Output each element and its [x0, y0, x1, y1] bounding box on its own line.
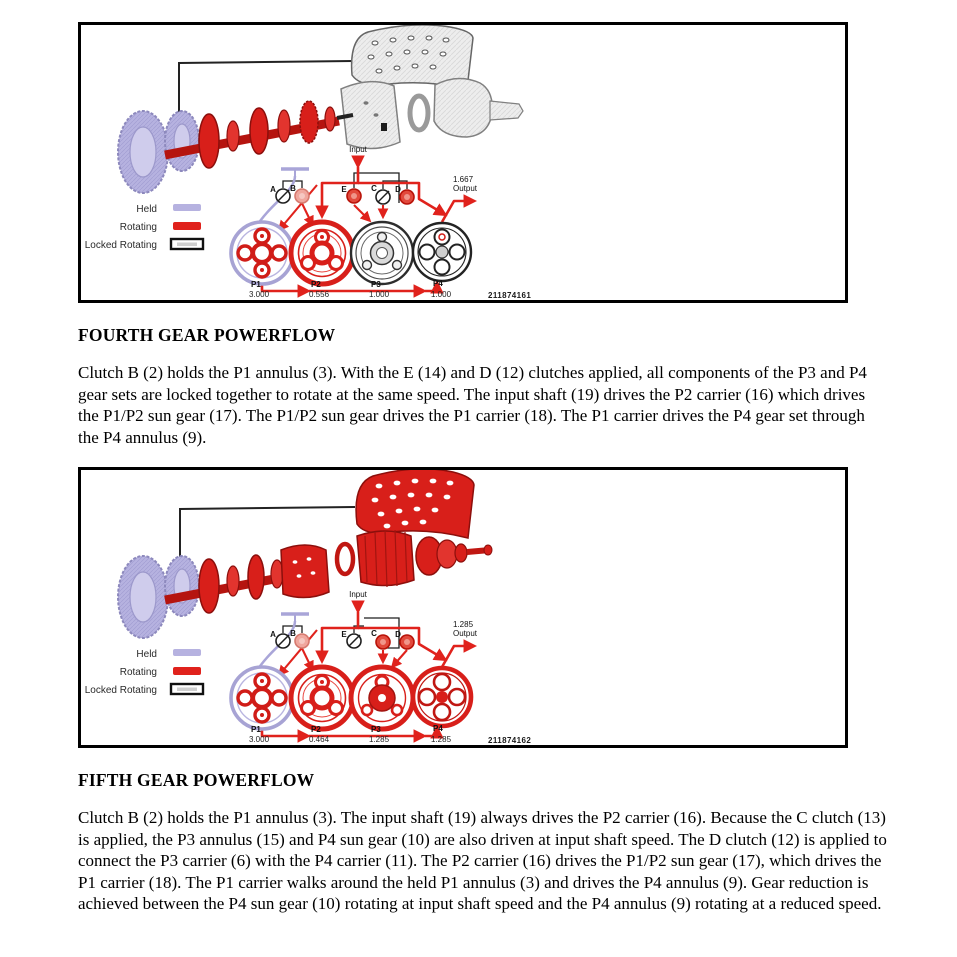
p1-ratio: 3.000 [249, 735, 270, 744]
p2-ratio: 0.556 [309, 290, 330, 299]
legend-rotating-swatch [173, 667, 201, 675]
p1-label: P1 [251, 725, 261, 734]
clutch-d [395, 630, 414, 649]
p2-gearset [291, 667, 353, 729]
p3-ratio: 1.285 [369, 735, 390, 744]
legend-locked-swatch [171, 239, 203, 249]
clutch-c [371, 629, 390, 649]
legend-held-swatch [173, 649, 201, 656]
svg-text:C: C [371, 629, 377, 638]
fourth-gear-paragraph: Clutch B (2) holds the P1 annulus (3). With the E (14) and D (12) clutches applied, all components of the P3 and P4 gear sets are locked together to rotate at the same speed. The input shaft (19) drives the P2 carrier (16) which drives the P1/P2 sun gear (17). The P1/P2 sun gear drives the P1 carrier (18). The P1 carrier drives the P4 gear set through the P4 annulus (9). [78, 363, 867, 447]
legend-locked-label: Locked Rotating [84, 240, 157, 251]
p3-label: P3 [371, 725, 381, 734]
p4-ratio: 1.000 [431, 290, 452, 299]
fourth-gear-figure-box [78, 22, 848, 303]
legend-rotating-label: Rotating [119, 667, 157, 678]
p3-ratio: 1.000 [369, 290, 390, 299]
rotating-assembly [165, 530, 492, 613]
p2-ratio: 0.464 [309, 735, 330, 744]
svg-text:C: C [371, 184, 377, 193]
p1-ratio: 3.000 [249, 290, 270, 299]
svg-text:D: D [395, 630, 401, 639]
figure-number: 211874161 [488, 291, 532, 300]
svg-text:B: B [290, 629, 296, 638]
p3-gearset [351, 222, 413, 284]
legend-locked-swatch [171, 684, 203, 694]
fourth-gear-diagram [81, 25, 845, 300]
p3-label: P3 [371, 280, 381, 289]
clutch-e [341, 185, 361, 203]
powerflow-schematic [231, 145, 478, 299]
clutch-a [270, 185, 290, 203]
svg-text:E: E [341, 185, 347, 194]
legend-held-label: Held [136, 649, 157, 660]
p1-gearset [231, 667, 293, 729]
svg-text:A: A [270, 185, 276, 194]
fifth-gear-figure-box [78, 467, 848, 748]
clutch-b [290, 629, 309, 648]
figure-number: 211874162 [488, 736, 532, 745]
output-ratio: 1.667 [453, 175, 474, 184]
legend-rotating-label: Rotating [119, 222, 157, 233]
p3-gearset [351, 667, 413, 729]
p4-ratio: 1.285 [431, 735, 452, 744]
legend [85, 649, 203, 696]
svg-text:D: D [395, 185, 401, 194]
fifth-gear-paragraph: Clutch B (2) holds the P1 annulus (3). The input shaft (19) always drives the P2 carrier (16). Because the C clutch (13) is applied, the P3 annulus (15) and P4 sun gear (10) are also driven at input shaft speed. The D clutch (12) is applied to connect the P3 carrier (6) with the P4 carrier (11). The P2 carrier (16) drives the P1/P2 sun gear (17), which drives the P1 carrier (18). The P1 carrier walks around the held P1 annulus (3) and drives the P4 annulus (9). Gear reduction is achieved between the P4 sun gear (10) rotating at input shaft speed and the P4 annulus (9) rotating at a reduced speed. [78, 808, 887, 913]
fifth-gear-heading: FIFTH GEAR POWERFLOW [78, 770, 315, 790]
p2-gearset [291, 222, 353, 284]
p4-label: P4 [433, 724, 443, 733]
clutch-b [290, 184, 309, 203]
legend-held-swatch [173, 204, 201, 211]
legend-held-label: Held [136, 204, 157, 215]
powerflow-schematic [231, 590, 478, 744]
fourth-gear-heading: FOURTH GEAR POWERFLOW [78, 325, 336, 345]
clutch-e [341, 630, 361, 648]
fifth-gear-diagram [81, 470, 845, 745]
p1-label: P1 [251, 280, 261, 289]
clutch-d [395, 185, 414, 204]
clutch-housing [341, 78, 523, 148]
output-label: Output [453, 184, 478, 193]
p4-gearset [413, 223, 471, 281]
p4-gearset [413, 668, 471, 726]
input-label: Input [349, 590, 367, 599]
output-ratio: 1.285 [453, 620, 474, 629]
clutch-a [270, 630, 290, 648]
exploded-view [118, 25, 523, 193]
perforated-drum [356, 470, 474, 538]
clutch-c [371, 184, 390, 204]
p2-label: P2 [311, 280, 321, 289]
svg-text:E: E [341, 630, 347, 639]
input-label: Input [349, 145, 367, 154]
svg-text:B: B [290, 184, 296, 193]
output-label: Output [453, 629, 478, 638]
p2-label: P2 [311, 725, 321, 734]
p1-gearset [231, 222, 293, 284]
legend-rotating-swatch [173, 222, 201, 230]
svg-text:A: A [270, 630, 276, 639]
legend [85, 204, 203, 251]
legend-locked-label: Locked Rotating [84, 685, 157, 696]
p4-label: P4 [433, 279, 443, 288]
